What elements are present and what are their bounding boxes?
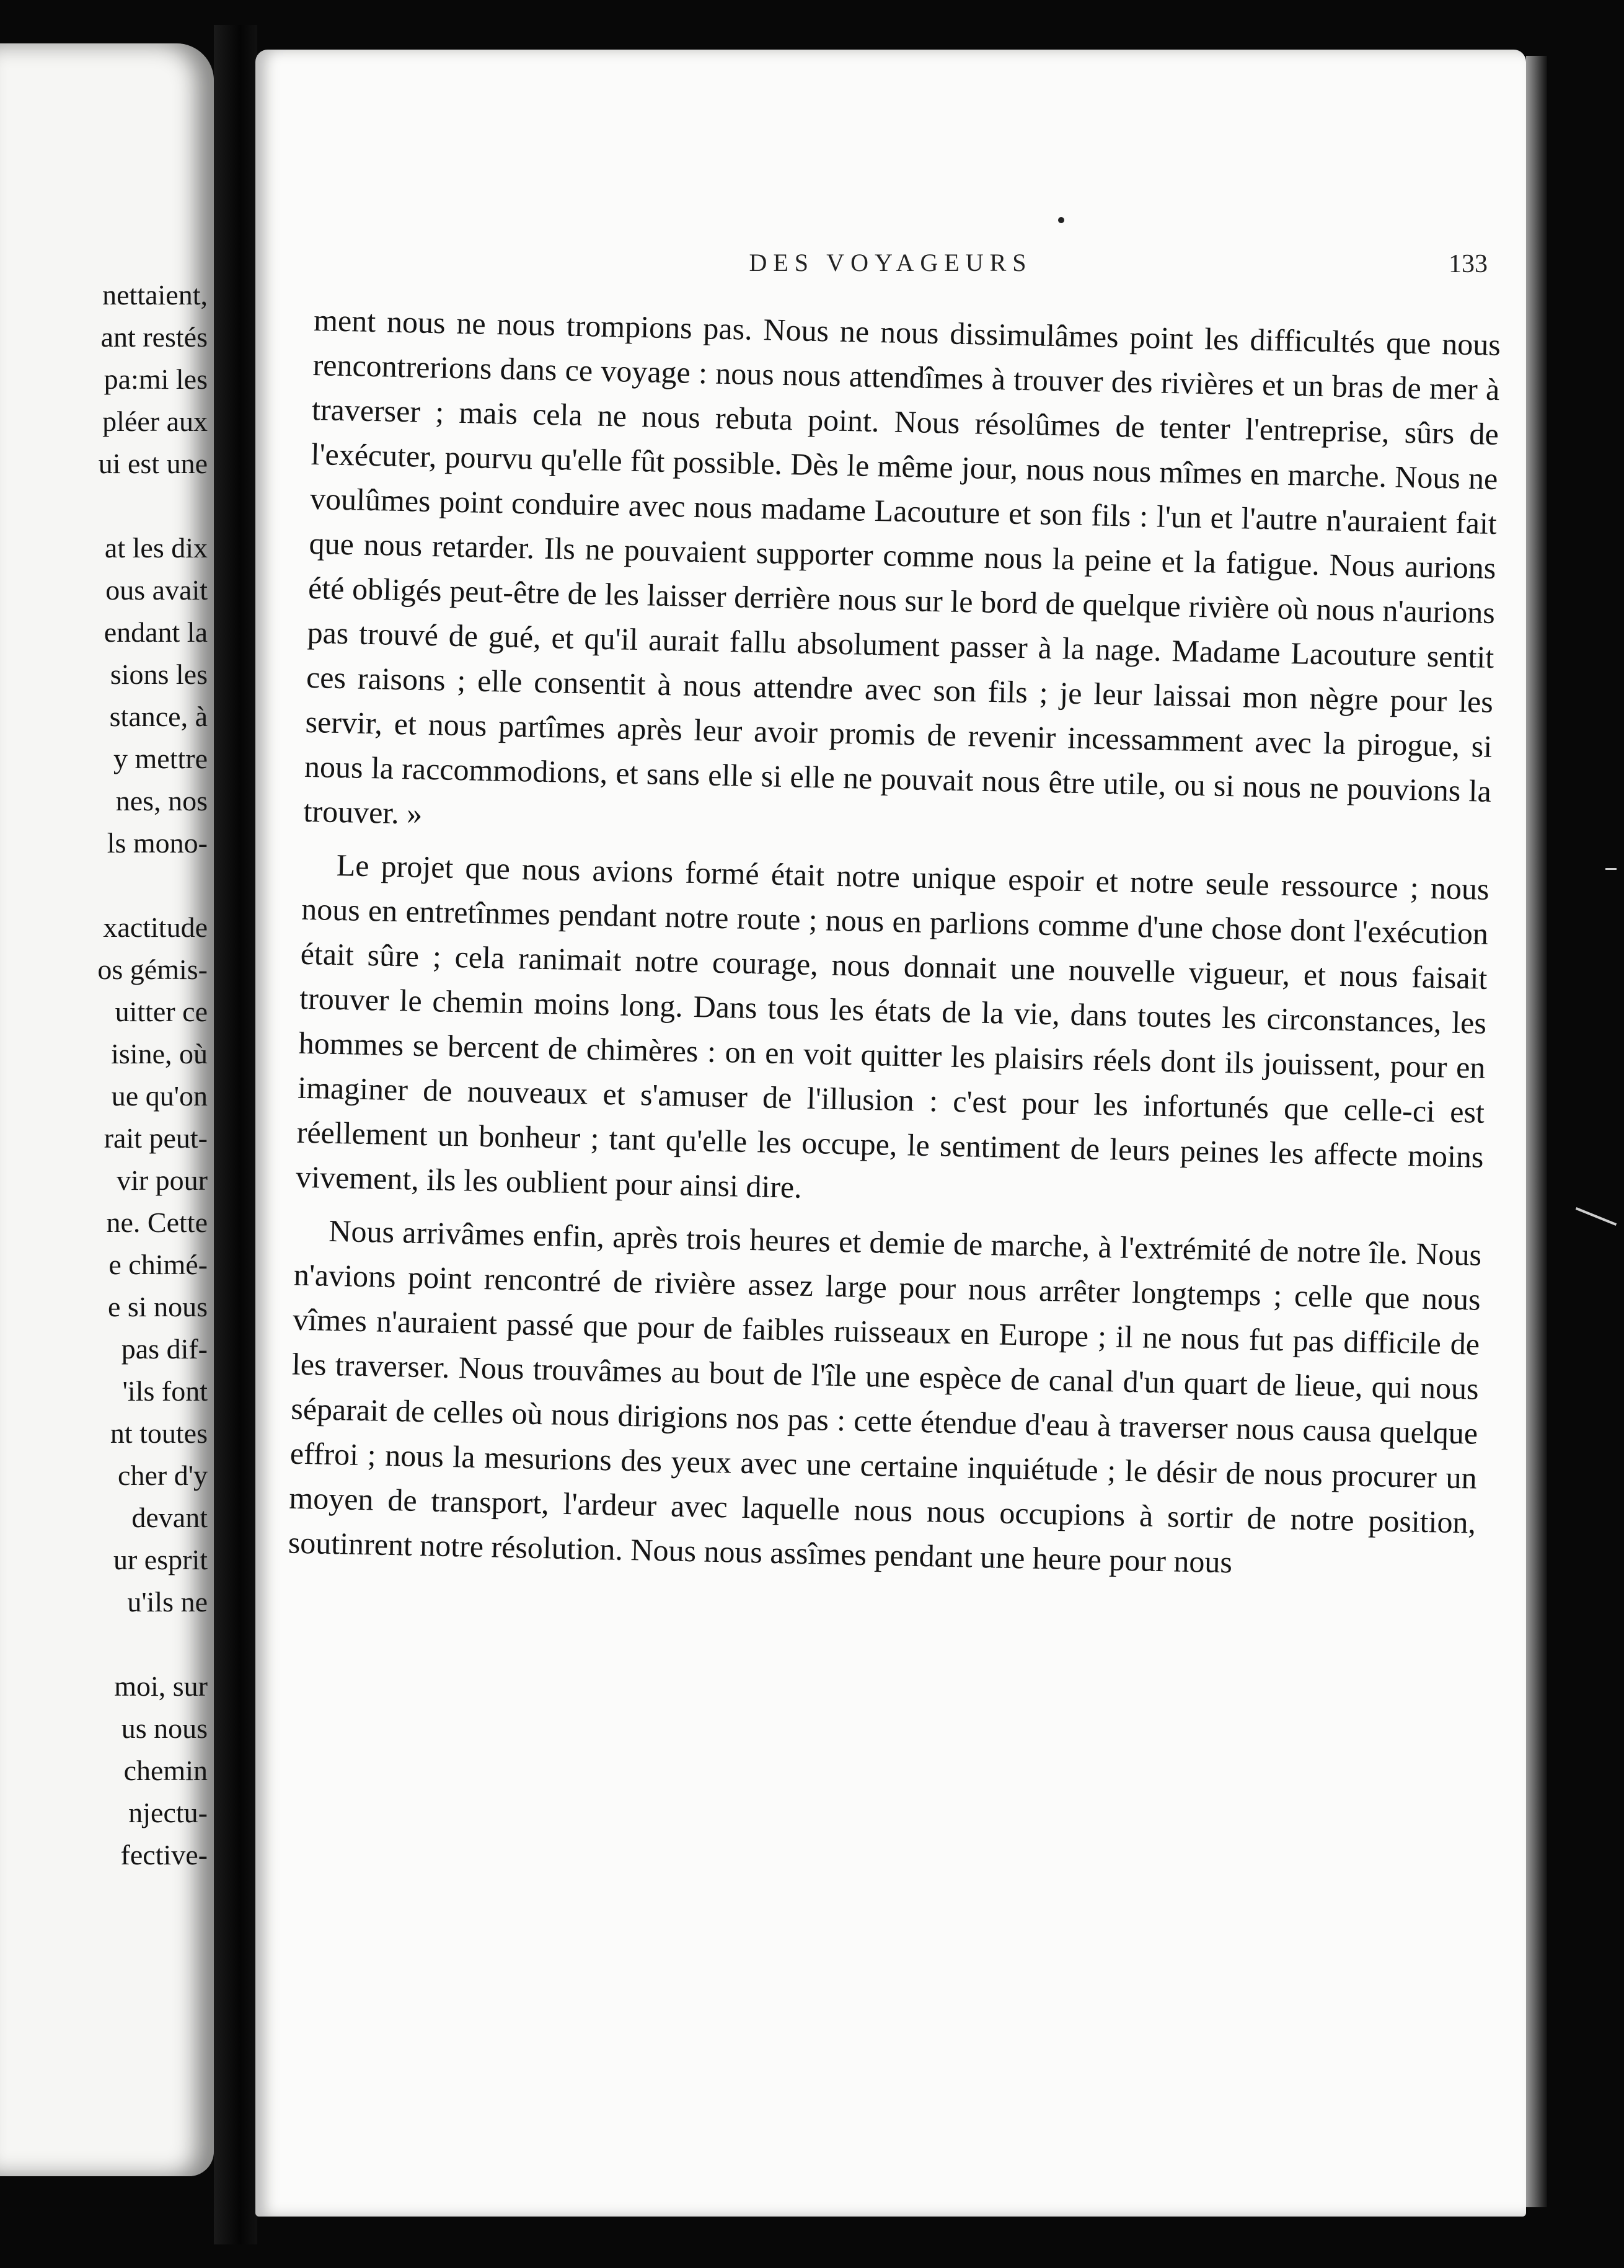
left-line: u'ils ne xyxy=(127,1586,208,1618)
body-text xyxy=(288,298,1501,1598)
left-line: isine, où xyxy=(111,1038,208,1070)
left-line: endant la xyxy=(104,616,208,648)
left-line: e chimé- xyxy=(108,1249,208,1280)
left-line: ue qu'on xyxy=(111,1080,208,1112)
left-line: 'ils font xyxy=(122,1375,208,1407)
left-facing-page xyxy=(0,43,214,2176)
left-line: ur esprit xyxy=(113,1544,208,1575)
page-number: 133 xyxy=(1449,250,1488,278)
left-line: rait peut- xyxy=(104,1122,208,1154)
left-line: moi, sur xyxy=(114,1670,208,1702)
left-line: y mettre xyxy=(113,743,208,774)
right-main-page xyxy=(255,50,1526,2217)
left-line: pas dif- xyxy=(121,1333,208,1365)
left-line: nes, nos xyxy=(115,785,208,817)
left-line: ui est une xyxy=(98,448,208,479)
left-line-gap xyxy=(0,485,208,527)
book-gutter xyxy=(214,25,257,2244)
paragraph: ment nous ne nous trompions pas. Nous ne nous dissimulâmes point les difficultés que nous rencontrerions dans ce voyage : nous nous attendîmes à trouver des rivières et un bras de mer à traverser ; mais cela ne nous rebuta point. Nous résolûmes de tenter l'entreprise, sûrs de l'exécuter, pourvu qu'elle fût possible. Dès le même jour, nous nous mîmes en marche. Nous ne voulûmes point conduire avec nous madame Lacouture et son fils : l'un et l'autre n'auraient fait que nous retarder. Ils ne pouvaient supporter comme nous la peine et la fatigue. Nous aurions été obligés peut-être de les laisser derrière nous sur le bord de quelque rivière où nous n'aurions pas trouvé de gué, et qu'il aurait fallu absolument passer à la nage. Madame Lacouture sentit ces raisons ; elle consentit à nous attendre avec son fils ; je leur laissai mon nègre pour les servir, et nous partîmes après leur avoir promis de revenir incessamment avec la pirogue, si nous la raccommodions, et sans elle si elle ne pouvait nous être utile, ou si nous ne pouvions la trouver. » xyxy=(303,302,1501,831)
scan-artifact xyxy=(1605,868,1617,870)
left-line: ous avait xyxy=(105,574,208,606)
left-line: chemin xyxy=(123,1755,208,1786)
left-line: uitter ce xyxy=(115,996,208,1027)
left-line: stance, à xyxy=(109,701,208,732)
left-line: nettaient, xyxy=(102,279,208,311)
running-head: DES VOYAGEURS xyxy=(749,249,1033,277)
left-line: ant restés xyxy=(100,321,208,353)
left-line: ls mono- xyxy=(107,827,208,859)
left-page-text xyxy=(0,274,208,1876)
left-line: njectu- xyxy=(128,1797,208,1828)
left-line: vir pour xyxy=(117,1164,208,1196)
left-line: nt toutes xyxy=(110,1417,208,1449)
ink-speck xyxy=(1058,217,1064,223)
left-line: at les dix xyxy=(104,532,208,564)
left-line: os gémis- xyxy=(97,954,208,985)
paragraph: Le projet que nous avions formé était notre unique espoir et notre seule ressource ; nous nous en entretînmes pendant notre route ; nous en parlions comme d'une chose dont l'exécution était sûre ; cela ranimait notre courage, nous donnait une nouvelle vigueur, et nous faisait trouver le chemin moins long. Dans tous les états de la vie, dans toutes les circonstances, les hommes se bercent de chimères : on en voit quitter les plaisirs réels dont ils jouissent, pour en imaginer de nouveaux et s'amuser de l'illusion : c'est pour les infortunés que celle-ci est réellement un bonheur ; tant qu'elle les occupe, le sentiment de leurs peines les affecte moins vivement, ils les oublient pour ainsi dire. xyxy=(295,847,1490,1205)
left-line: ne. Cette xyxy=(106,1207,208,1238)
paragraph: Nous arrivâmes enfin, après trois heures et demie de marche, à l'extrémité de notre île. Nous n'avions point rencontré de rivière assez large pour nous arrêter longtemps ; celle que nous vîmes n'auraient passé que pour de faibles ruisseaux en Europe ; il ne nous fut pas difficile de les traverser. Nous trouvâmes au bout de l'île une espèce de canal d'un quart de lieue, qui nous séparait de celles où nous dirigions nos pas : cette étendue d'eau à traverser nous causa quelque effroi ; nous la mesurions des yeux avec une certaine inquiétude ; le désir de nous procurer un moyen de transport, l'ardeur avec laquelle nous nous occupions à sortir de notre position, soutinrent notre résolution. Nous nous assîmes pendant une heure pour nous xyxy=(288,1213,1482,1580)
left-line: pa:mi les xyxy=(104,363,208,395)
left-line: xactitude xyxy=(103,911,208,943)
left-line: sions les xyxy=(110,658,208,690)
left-line-gap xyxy=(0,864,208,906)
page-stack-edge xyxy=(1526,56,1547,2207)
left-line: pléer aux xyxy=(102,405,208,437)
left-line: us nous xyxy=(121,1712,208,1744)
left-line: fective- xyxy=(120,1839,208,1871)
left-line: cher d'y xyxy=(118,1460,208,1491)
left-line-gap xyxy=(0,1623,208,1665)
left-line: devant xyxy=(131,1502,208,1533)
left-line: e si nous xyxy=(108,1291,208,1322)
